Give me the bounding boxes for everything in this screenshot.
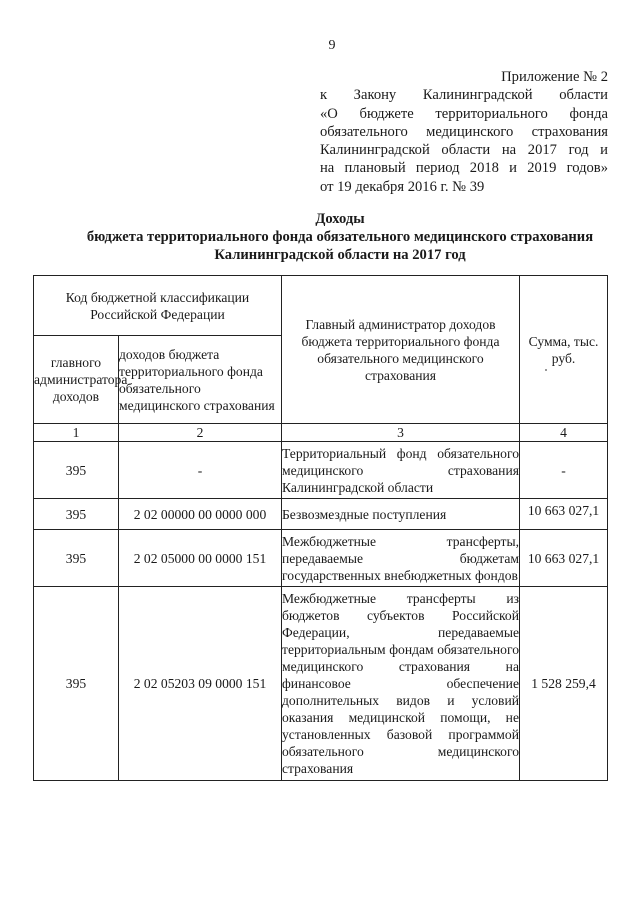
column-number: 1 — [34, 424, 119, 442]
cell-admin: 395 — [34, 499, 119, 530]
cell-code: - — [119, 442, 282, 499]
cell-amount: - — [520, 442, 608, 499]
column-number-row — [34, 424, 608, 442]
appendix-line: «О бюджете территориального фонда — [320, 105, 608, 122]
document-title-line: бюджета территориального фонда обязательного медицинского страхования — [86, 229, 594, 245]
header-revenue-code: доходов бюджета территориального фонда обязательного медицинского страхования — [119, 336, 282, 424]
cell-amount: 10 663 027,1 — [520, 499, 608, 530]
column-number: 3 — [282, 424, 520, 442]
cell-amount: 10 663 027,1 — [520, 530, 608, 587]
document-title-line: Калининградской области на 2017 год — [214, 247, 466, 263]
table-row — [34, 442, 608, 499]
page-number: 9 — [328, 38, 336, 53]
appendix-line: Калининградской области на 2017 год и — [320, 142, 608, 159]
cell-description: Межбюджетные трансферты из бюджетов субъектов Российской Федерации, передаваемые территориальным фондам обязательного медицинского страхования на финансовое обеспечение дополнительных видов и условий оказания медицинской помощи, не установленных базовой программой обязательного медицинского страхования — [282, 587, 520, 781]
header-administrator: Главный администратор доходов бюджета территориального фонда обязательного медицинского страхования — [282, 276, 520, 424]
header-classification: Код бюджетной классификации Российской Федерации — [34, 276, 282, 336]
appendix-line: обязательного медицинского страхования — [320, 123, 608, 140]
appendix-line: от 19 декабря 2016 г. № 39 — [320, 178, 485, 195]
cell-code: 2 02 05203 09 0000 151 — [119, 587, 282, 781]
cell-admin: 395 — [34, 530, 119, 587]
appendix-block — [320, 68, 608, 196]
cell-description: Безвозмездные поступления — [282, 499, 520, 530]
appendix-line: к Закону Калининградской области — [320, 87, 608, 104]
header-chief-admin: главного администратора доходов — [34, 336, 119, 424]
appendix-title: Приложение № 2 — [501, 69, 608, 85]
cell-admin: 395 — [34, 442, 119, 499]
cell-description: Территориальный фонд обязательного медицинского страхования Калининградской области — [282, 442, 520, 499]
column-number: 2 — [119, 424, 282, 442]
table-header-row — [34, 276, 608, 336]
revenue-table — [33, 275, 608, 781]
table-row — [34, 499, 608, 530]
cell-description: Межбюджетные трансферты, передаваемые бюджетам государственных внебюджетных фондов — [282, 530, 520, 587]
appendix-line: на плановый период 2018 и 2019 годов» — [320, 160, 608, 177]
document-title — [60, 210, 620, 264]
cell-code: 2 02 05000 00 0000 151 — [119, 530, 282, 587]
header-amount: Сумма, тыс. руб. — [520, 276, 608, 424]
cell-code: 2 02 00000 00 0000 000 — [119, 499, 282, 530]
document-title-line: Доходы — [315, 211, 365, 227]
column-number: 4 — [520, 424, 608, 442]
table-row — [34, 587, 608, 781]
table-row — [34, 530, 608, 587]
cell-amount: 1 528 259,4 — [520, 587, 608, 781]
cell-admin: 395 — [34, 587, 119, 781]
